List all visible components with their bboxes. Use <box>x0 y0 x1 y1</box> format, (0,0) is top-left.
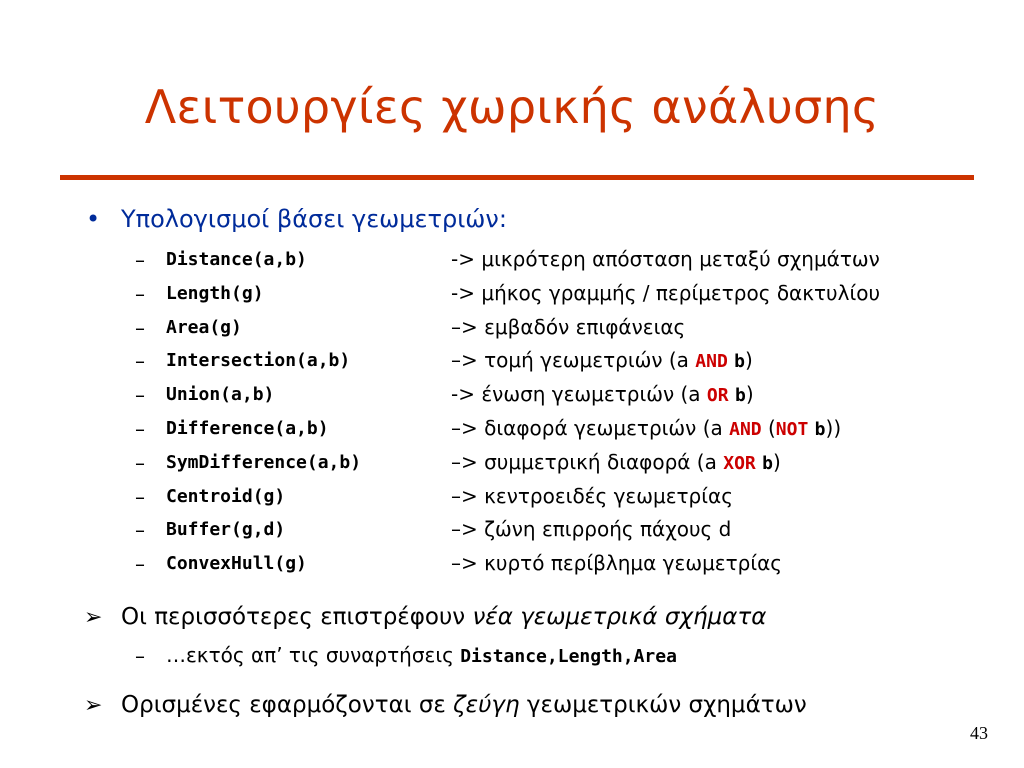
description-text: διαφορά γεωμετριών (a <box>484 416 723 440</box>
dash-marker: – <box>135 281 145 306</box>
dash-marker: – <box>135 417 145 441</box>
operand-b: b <box>734 351 746 373</box>
function-name: Union(a,b) <box>166 384 275 406</box>
dash-marker: – <box>135 349 145 374</box>
keyword: AND <box>695 351 728 373</box>
function-description <box>451 282 880 305</box>
function-description <box>451 316 685 339</box>
section-1-heading: Υπολογισμοί βάσει γεωμετριών: <box>121 205 507 233</box>
description-text: ένωση γεωμετριών (a <box>481 382 701 407</box>
keyword: NOT <box>775 419 809 440</box>
operand-b: b <box>734 385 746 407</box>
operand-b: b <box>814 419 826 440</box>
description-text: κυρτό περίβλημα γεωμετρίας <box>484 551 783 576</box>
function-name: Difference(a,b) <box>166 418 329 439</box>
arrow-symbol: –> <box>451 551 478 576</box>
dash-marker: – <box>135 484 145 509</box>
function-description <box>451 485 733 508</box>
function-name: Distance(a,b) <box>166 249 307 270</box>
paren-close: ) <box>745 348 753 373</box>
arrow-symbol: –> <box>451 449 478 474</box>
arrow-symbol: –> <box>451 314 478 339</box>
arrow-symbol: -> <box>451 382 475 407</box>
arrow-symbol: -> <box>451 247 475 271</box>
dash-marker: – <box>135 644 145 668</box>
section-3-text: Ορισμένες εφαρμόζονται σε <box>121 692 446 718</box>
function-description <box>451 518 731 541</box>
paren-close: )) <box>825 416 842 440</box>
section-3-emphasis: ζεύγη <box>453 692 520 718</box>
arrowhead-icon: ➢ <box>84 605 103 630</box>
description-text: ζώνη επιρροής πάχους d <box>484 517 732 542</box>
function-description <box>451 451 781 475</box>
paren-close: ) <box>745 382 754 407</box>
fn-area: Area <box>633 646 677 667</box>
page-number: 43 <box>970 723 988 743</box>
section-2-text: Οι περισσότερες επιστρέφουν <box>121 604 466 630</box>
function-name: Area(g) <box>166 316 242 338</box>
description-text: τομή γεωμετριών (a <box>484 348 689 373</box>
function-description <box>451 552 782 575</box>
arrow-symbol: –> <box>451 348 478 373</box>
function-name: Centroid(g) <box>166 485 286 507</box>
section-3-text-end: γεωμετρικών σχημάτων <box>526 692 807 718</box>
section-2-sub-text: …εκτός απ’ τις συναρτήσεις <box>166 643 454 667</box>
function-description <box>451 383 754 407</box>
operand-b: b <box>762 452 773 474</box>
paren-close: ) <box>772 449 781 474</box>
keyword: OR <box>706 385 729 407</box>
function-name: Intersection(a,b) <box>166 350 351 372</box>
slide-title: Λειτουργίες χωρικής ανάλυσης <box>144 80 880 134</box>
function-name: ConvexHull(g) <box>166 553 307 575</box>
keyword: XOR <box>723 452 756 474</box>
paren-open: ( <box>767 416 776 440</box>
dash-marker: – <box>135 248 145 272</box>
fn-length: Length, <box>557 646 634 667</box>
function-name: Buffer(g,d) <box>166 519 286 541</box>
description-text: εμβαδόν επιφάνειας <box>484 314 686 339</box>
arrow-symbol: –> <box>451 517 478 542</box>
dash-marker: – <box>135 315 145 340</box>
function-description <box>451 349 753 373</box>
arrowhead-icon: ➢ <box>84 693 103 718</box>
function-description <box>451 417 841 441</box>
arrow-symbol: –> <box>451 416 478 440</box>
bullet-dot-icon: • <box>86 205 101 233</box>
dash-marker: – <box>135 552 145 577</box>
function-description <box>451 248 880 271</box>
description-text: συμμετρική διαφορά (a <box>484 449 717 474</box>
arrow-symbol: –> <box>451 483 478 508</box>
description-text: κεντροειδές γεωμετρίας <box>484 483 733 508</box>
title-divider <box>60 175 974 180</box>
keyword: AND <box>729 419 762 440</box>
dash-marker: – <box>135 450 145 475</box>
function-name: Length(g) <box>166 282 264 304</box>
fn-distance: Distance, <box>460 646 558 667</box>
description-text: μικρότερη απόσταση μεταξύ σχημάτων <box>481 247 880 271</box>
function-name: SymDifference(a,b) <box>166 451 362 473</box>
dash-marker: – <box>135 383 145 408</box>
arrow-symbol: -> <box>451 280 475 305</box>
section-2-emphasis: νέα γεωμετρικά σχήματα <box>472 604 767 630</box>
dash-marker: – <box>135 518 145 543</box>
description-text: μήκος γραμμής / περίμετρος δακτυλίου <box>481 280 881 305</box>
